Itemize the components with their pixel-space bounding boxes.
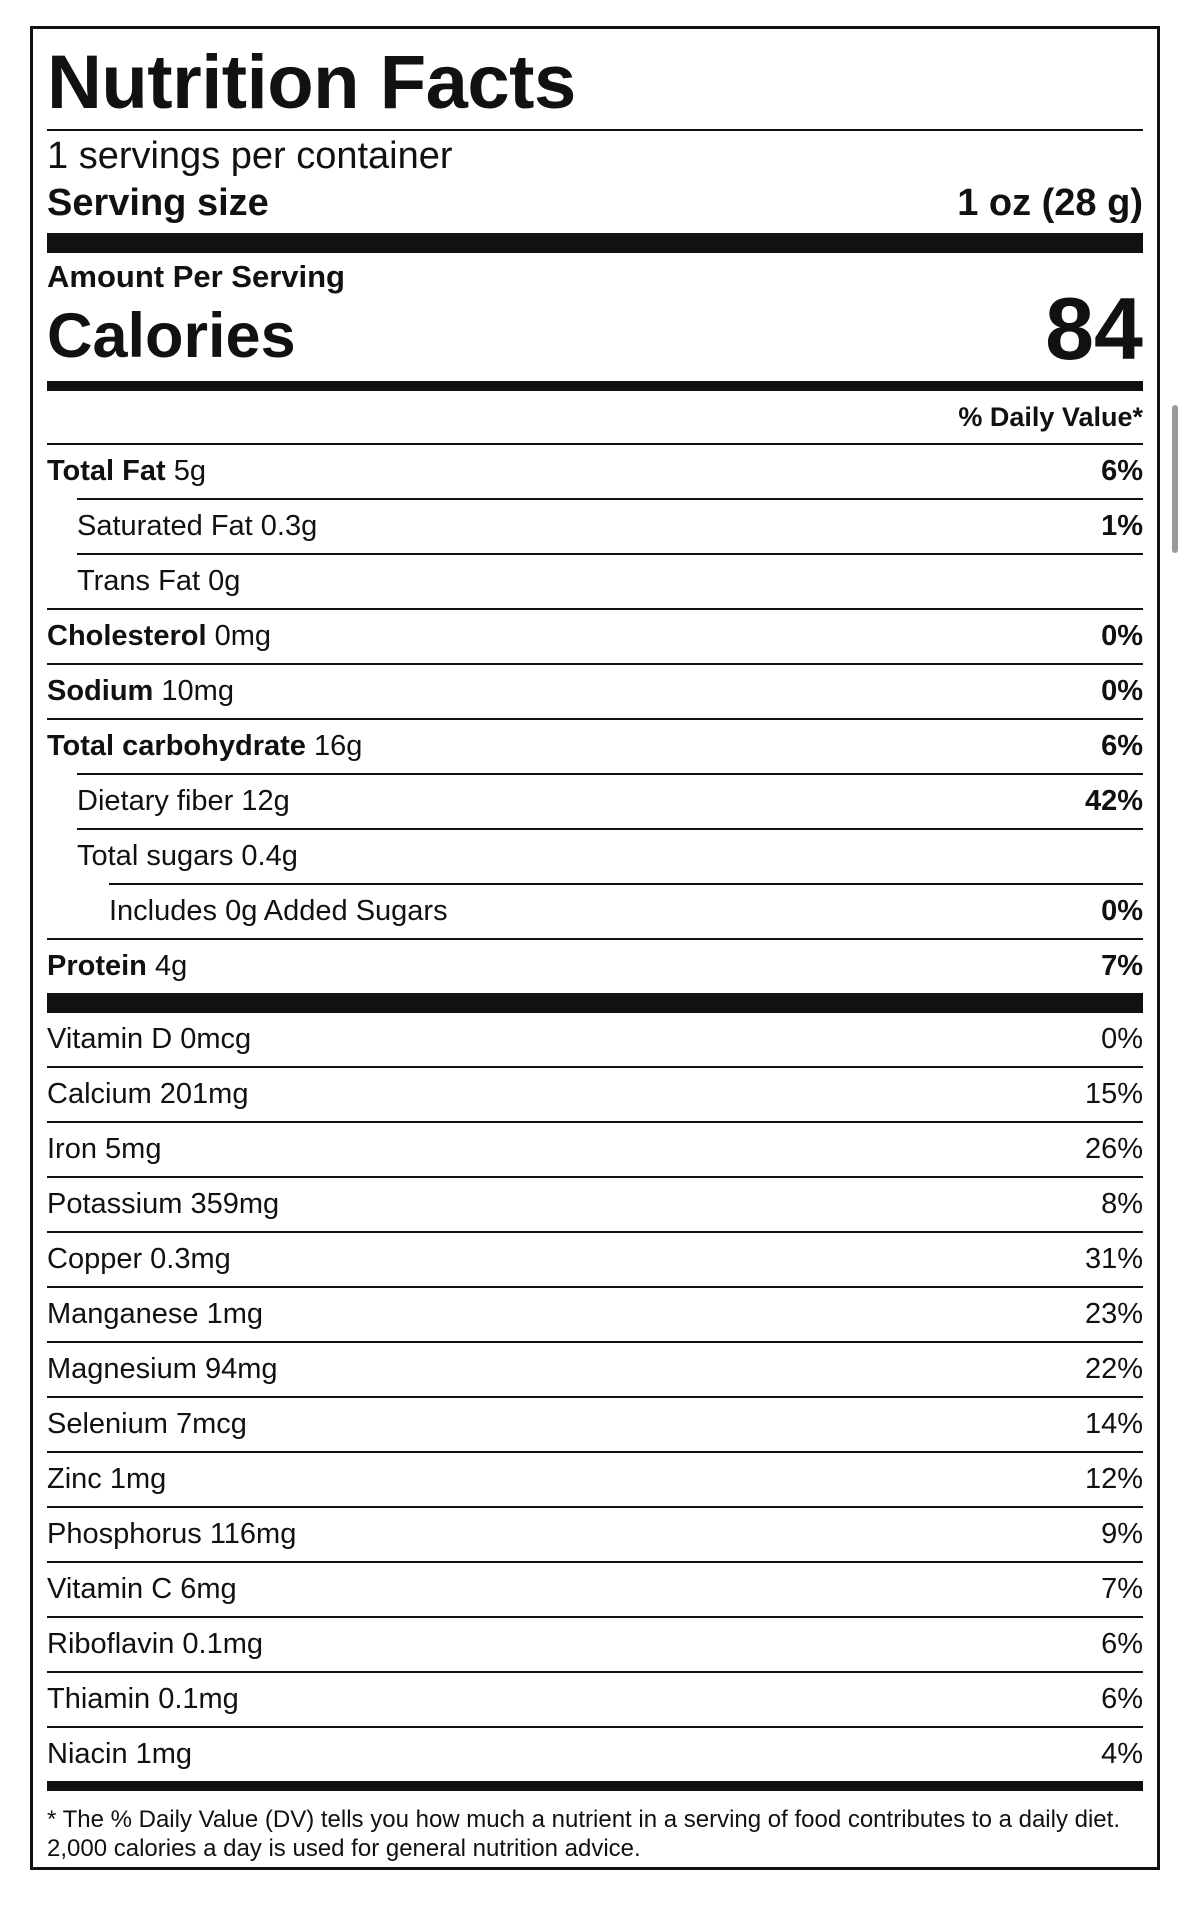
vitamin-name: Calcium 201mg	[47, 1078, 249, 1110]
serving-size-value: 1 oz (28 g)	[957, 182, 1143, 224]
thick-divider	[47, 233, 1143, 253]
vitamin-row	[47, 1286, 1143, 1341]
nutrient-row-dietary-fiber	[77, 773, 1143, 828]
nutrient-name: Total carbohydrate	[47, 730, 306, 762]
vitamin-name: Vitamin D 0mcg	[47, 1023, 252, 1055]
vitamin-row	[47, 1176, 1143, 1231]
serving-size-label: Serving size	[47, 182, 269, 224]
vitamin-dv: 4%	[1101, 1738, 1143, 1770]
nutrient-name: Total sugars 0.4g	[77, 840, 298, 872]
serving-size-row	[47, 179, 1143, 227]
nutrient-amount: 16g	[305, 730, 363, 762]
nutrient-dv: 0%	[1101, 620, 1143, 652]
vitamin-row	[47, 1066, 1143, 1121]
label-title: Nutrition Facts	[47, 40, 576, 125]
calories-row	[47, 279, 1143, 378]
vitamin-dv: 23%	[1084, 1298, 1143, 1330]
medium-divider	[47, 1781, 1143, 1791]
calories-label: Calories	[47, 301, 296, 371]
vitamin-row	[47, 1013, 1143, 1066]
vitamin-list	[47, 1013, 1143, 1781]
vitamin-name: Phosphorus 116mg	[47, 1518, 297, 1550]
vitamin-dv: 22%	[1084, 1353, 1143, 1385]
vitamin-name: Potassium 359mg	[47, 1188, 280, 1220]
vitamin-row	[47, 1561, 1143, 1616]
vitamin-name: Niacin 1mg	[47, 1738, 193, 1770]
nutrient-name: Saturated Fat 0.3g	[77, 510, 318, 542]
vitamin-name: Selenium 7mcg	[47, 1408, 247, 1440]
vitamin-row	[47, 1506, 1143, 1561]
vitamin-row	[47, 1396, 1143, 1451]
nutrition-facts-label	[30, 26, 1160, 1870]
vitamin-dv: 26%	[1084, 1133, 1143, 1165]
scrollbar[interactable]	[1172, 405, 1178, 553]
vitamin-dv: 7%	[1101, 1573, 1143, 1605]
thick-divider	[47, 993, 1143, 1013]
vitamin-name: Iron 5mg	[47, 1133, 162, 1165]
daily-value-header: % Daily Value*	[958, 402, 1143, 432]
vitamin-dv: 12%	[1084, 1463, 1143, 1495]
nutrient-name: Sodium	[47, 675, 154, 707]
nutrient-row-total-fat	[47, 443, 1143, 498]
nutrient-amount: 5g	[165, 455, 207, 487]
nutrient-amount: 4g	[146, 950, 188, 982]
divider	[47, 129, 1143, 131]
nutrient-row-added-sugars	[109, 883, 1143, 938]
nutrient-row-protein	[47, 938, 1143, 993]
nutrient-list	[47, 443, 1143, 993]
vitamin-dv: 9%	[1101, 1518, 1143, 1550]
nutrient-row-total-sugars	[77, 828, 1143, 883]
nutrient-dv: 0%	[1101, 675, 1143, 707]
nutrient-row-saturated-fat	[77, 498, 1143, 553]
footnote: * The % Daily Value (DV) tells you how much a nutrient in a serving of food contributes to a daily diet. 2,000 calories a day is used for general nutrition advice.	[47, 1806, 1120, 1862]
vitamin-name: Copper 0.3mg	[47, 1243, 231, 1275]
vitamin-name: Manganese 1mg	[47, 1298, 264, 1330]
amount-per-serving: Amount Per Serving	[47, 259, 345, 294]
vitamin-row	[47, 1121, 1143, 1176]
nutrient-name: Total Fat	[47, 455, 166, 487]
nutrient-dv: 1%	[1101, 510, 1143, 542]
vitamin-name: Riboflavin 0.1mg	[47, 1628, 263, 1660]
vitamin-dv: 0%	[1101, 1023, 1143, 1055]
vitamin-row	[47, 1726, 1143, 1781]
nutrient-amount: 0mg	[206, 620, 272, 652]
nutrient-name: Cholesterol	[47, 620, 207, 652]
vitamin-name: Vitamin C 6mg	[47, 1573, 237, 1605]
vitamin-dv: 6%	[1101, 1683, 1143, 1715]
servings-per-container: 1 servings per container	[47, 135, 453, 177]
nutrient-name: Protein	[47, 950, 147, 982]
calories-value: 84	[1045, 279, 1143, 378]
vitamin-dv: 15%	[1084, 1078, 1143, 1110]
nutrient-dv: 6%	[1101, 455, 1143, 487]
nutrient-name: Trans Fat 0g	[77, 565, 241, 597]
nutrient-amount: 10mg	[153, 675, 234, 707]
nutrient-row-sodium	[47, 663, 1143, 718]
vitamin-row	[47, 1231, 1143, 1286]
nutrient-dv: 0%	[1101, 895, 1143, 927]
nutrient-row-trans-fat	[77, 553, 1143, 608]
vitamin-row	[47, 1671, 1143, 1726]
vitamin-row	[47, 1616, 1143, 1671]
vitamin-name: Magnesium 94mg	[47, 1353, 278, 1385]
nutrient-dv: 42%	[1084, 785, 1143, 817]
vitamin-row	[47, 1451, 1143, 1506]
vitamin-name: Thiamin 0.1mg	[47, 1683, 239, 1715]
nutrient-name: Includes 0g Added Sugars	[109, 895, 448, 927]
vitamin-name: Zinc 1mg	[47, 1463, 167, 1495]
vitamin-dv: 6%	[1101, 1628, 1143, 1660]
vitamin-dv: 31%	[1084, 1243, 1143, 1275]
medium-divider	[47, 381, 1143, 391]
nutrient-row-total-carbohydrate	[47, 718, 1143, 773]
vitamin-dv: 14%	[1084, 1408, 1143, 1440]
nutrient-row-cholesterol	[47, 608, 1143, 663]
vitamin-row	[47, 1341, 1143, 1396]
nutrient-dv: 6%	[1101, 730, 1143, 762]
nutrient-name: Dietary fiber 12g	[77, 785, 290, 817]
nutrient-dv: 7%	[1101, 950, 1143, 982]
vitamin-dv: 8%	[1101, 1188, 1143, 1220]
